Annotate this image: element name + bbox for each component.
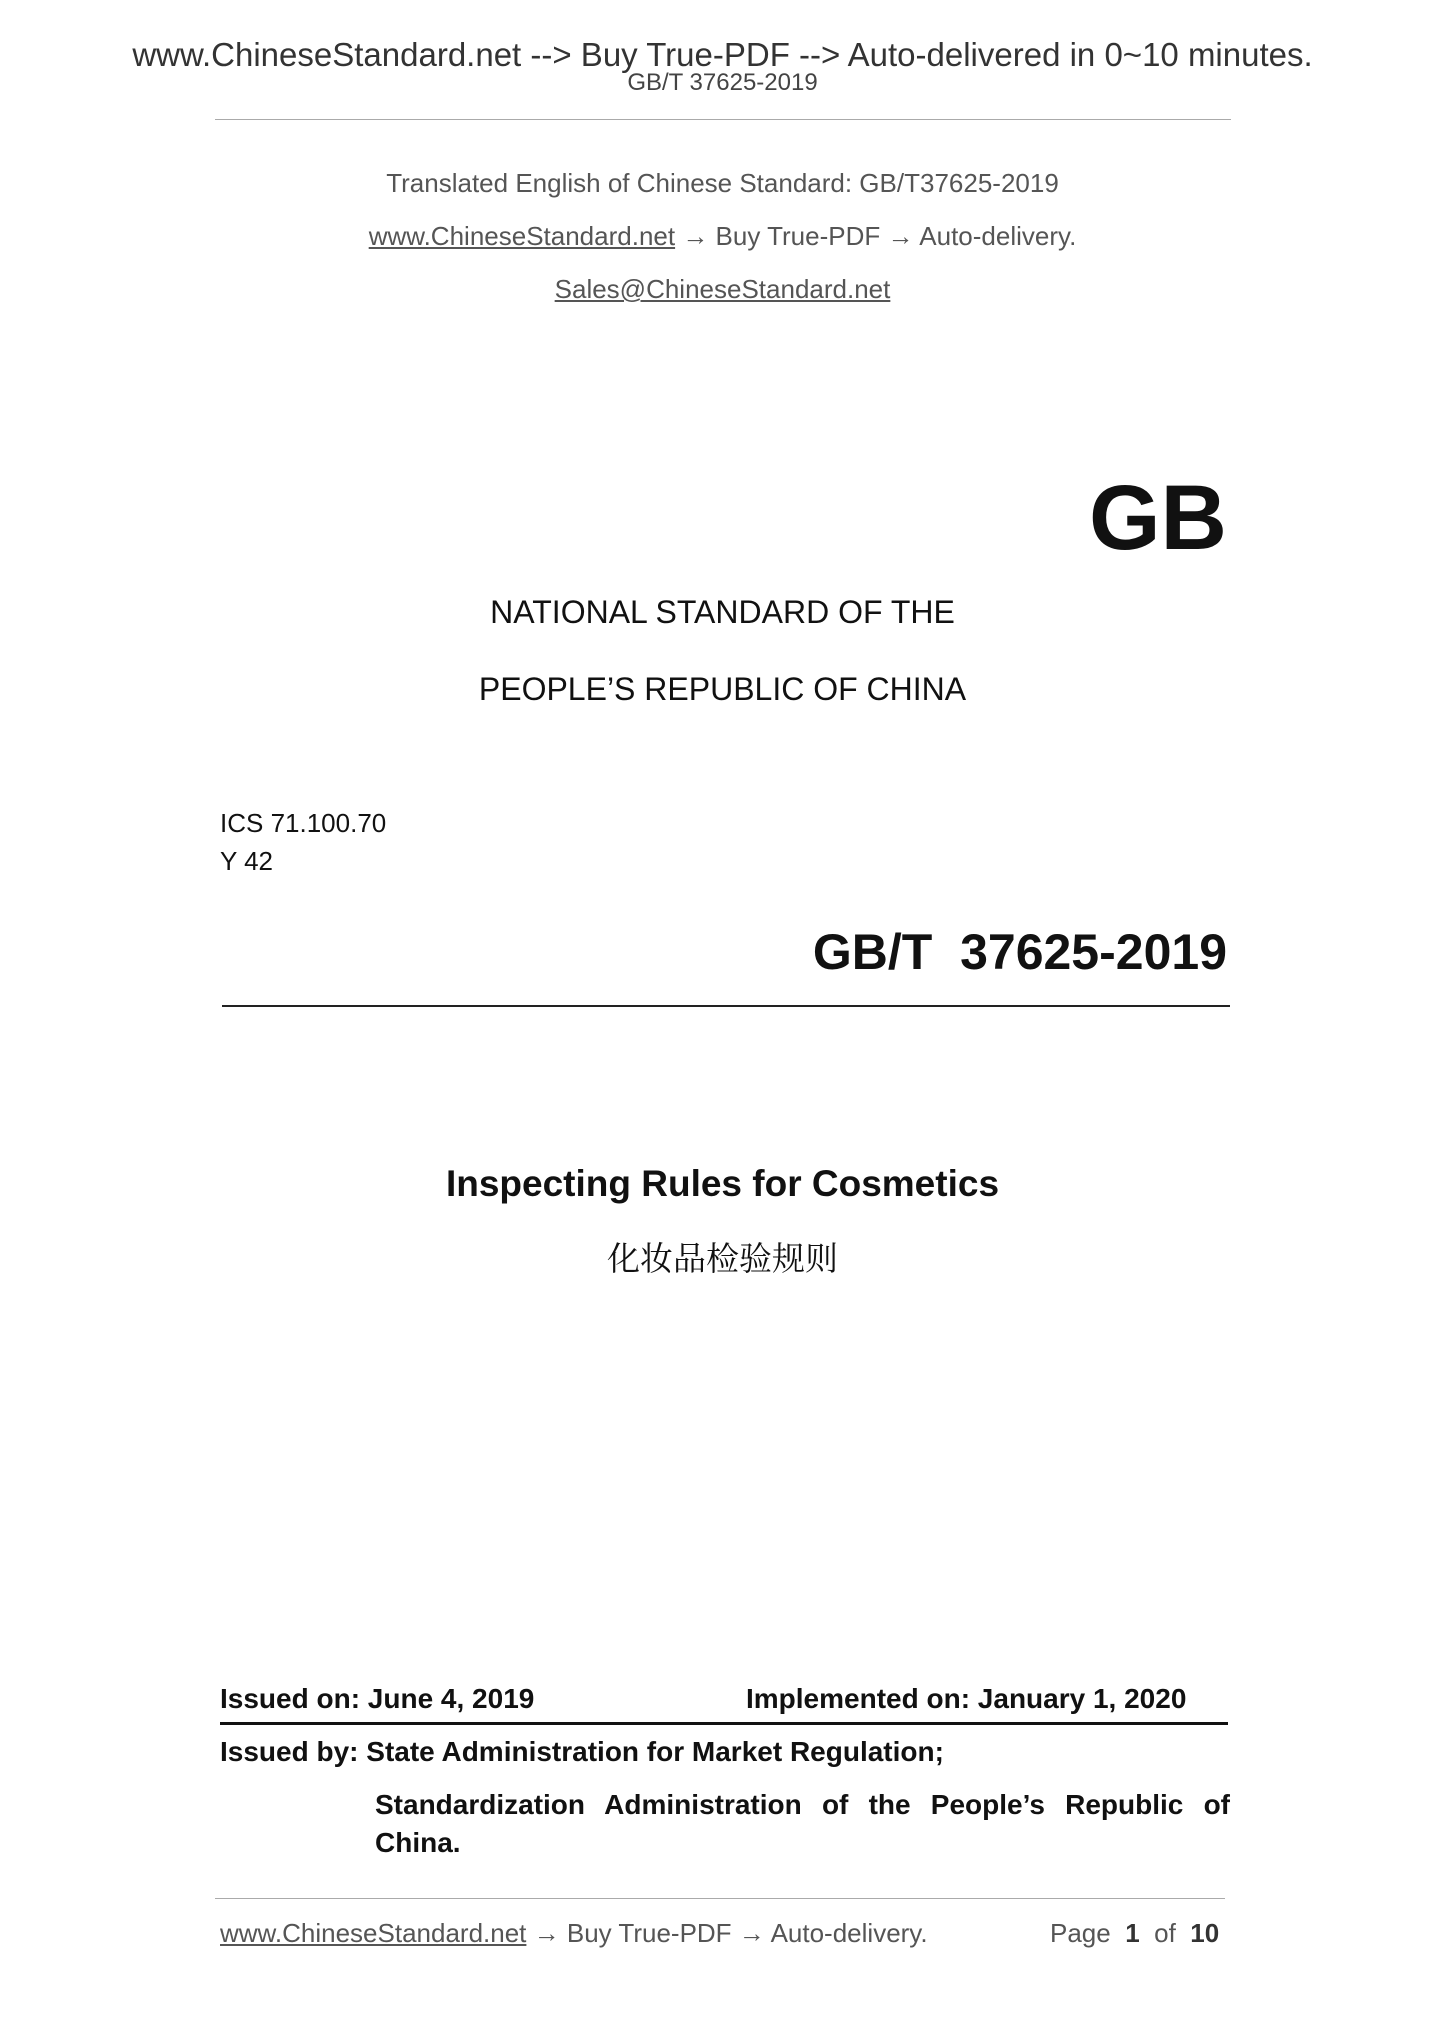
page-total: 10 — [1190, 1918, 1220, 1948]
issue-divider — [220, 1722, 1228, 1725]
implemented-on: Implemented on: January 1, 2020 — [746, 1683, 1187, 1714]
page-current: 1 — [1125, 1918, 1140, 1948]
issued-by-second: Standardization Administration of the People’s Republic of China. — [375, 1789, 1230, 1858]
issued-on: Issued on: June 4, 2019 — [220, 1683, 535, 1714]
page-number — [1050, 1920, 1219, 1946]
title-chinese: 化妆品检验规则 — [607, 1240, 838, 1277]
top-banner: www.ChineseStandard.net --> Buy True-PDF --> Auto-delivered in 0~10 minutes. — [132, 36, 1313, 73]
national-standard-line-1: NATIONAL STANDARD OF THE — [490, 594, 955, 630]
header-link-line — [0, 223, 1445, 249]
code-divider — [222, 1005, 1230, 1007]
issued-by: Issued by: State Administration for Market Regulation; — [220, 1736, 944, 1767]
national-standard-line-2: PEOPLE’S REPUBLIC OF CHINA — [478, 671, 967, 707]
page-label: Page — [1050, 1918, 1111, 1948]
ics-code: ICS 71.100.70 — [220, 808, 387, 838]
site-link[interactable]: www.ChineseStandard.net — [368, 221, 676, 251]
footer-site-link[interactable]: www.ChineseStandard.net — [220, 1918, 527, 1948]
running-header-code: GB/T 37625-2019 — [627, 69, 818, 96]
standard-code: GB/T 37625-2019 — [812, 924, 1227, 980]
site-link-suffix: → Buy True-PDF → Auto-delivery. — [675, 221, 1077, 251]
footer-site-suffix: → Buy True-PDF → Auto-delivery. — [526, 1918, 928, 1948]
title-english: Inspecting Rules for Cosmetics — [445, 1163, 1000, 1204]
footer-divider — [215, 1898, 1225, 1899]
ccs-code: Y 42 — [220, 846, 274, 876]
page-of: of — [1154, 1918, 1176, 1948]
gb-mark: GB — [1089, 467, 1227, 569]
translation-notice: Translated English of Chinese Standard: GB/T37625-2019 — [386, 168, 1059, 198]
email-line — [0, 276, 1445, 302]
header-divider — [215, 119, 1231, 120]
email-link[interactable]: Sales@ChineseStandard.net — [554, 274, 891, 304]
footer-link-line — [220, 1920, 928, 1946]
